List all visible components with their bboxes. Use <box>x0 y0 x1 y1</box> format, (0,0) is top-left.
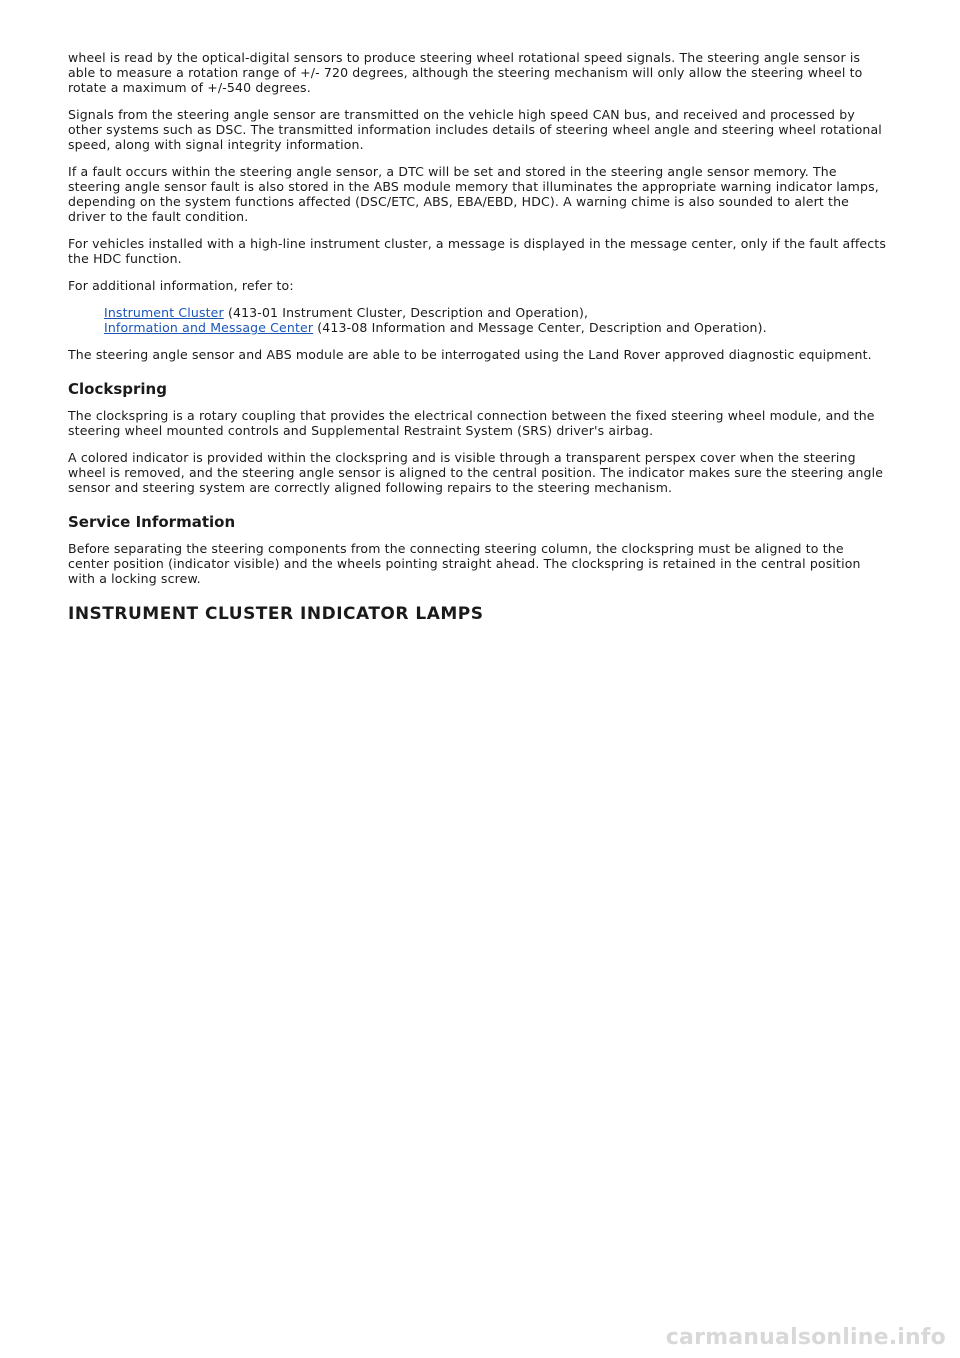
instrument-cluster-link[interactable]: Instrument Cluster <box>104 305 224 320</box>
reference-description: (413-01 Instrument Cluster, Description and Operation), <box>223 305 589 320</box>
watermark-logo: carmanualsonline.info <box>665 1325 946 1350</box>
paragraph-high-line-cluster: For vehicles installed with a high-line instrument cluster, a message is displayed in the message center, only if the fault affects the HDC function. <box>68 236 886 266</box>
paragraph-rotation-range: wheel is read by the optical-digital sensors to produce steering wheel rotational speed signals. The steering angle sensor is able to measure a rotation range of +/- 720 degrees, although the steering mechanism will only allow the steering wheel to rotate a maximum of +/-540 degrees. <box>68 50 863 95</box>
reference-description: (413-08 Information and Message Center, Description and Operation). <box>313 320 767 335</box>
clockspring-heading: Clockspring <box>68 380 167 398</box>
paragraph-diagnostics: The steering angle sensor and ABS module are able to be interrogated using the Land Rover approved diagnostic equipment. <box>68 347 872 362</box>
information-message-center-link[interactable]: Information and Message Center <box>104 320 314 335</box>
paragraph-can-signals: Signals from the steering angle sensor are transmitted on the vehicle high speed CAN bus, and received and processed by other systems such as DSC. The transmitted information includes details of steering wheel angle and steering wheel rotational speed, along with signal integrity information. <box>68 107 882 152</box>
reference-item <box>104 305 888 320</box>
paragraph-clockspring-indicator: A colored indicator is provided within the clockspring and is visible through a transparent perspex cover when the steering wheel is removed, and the steering angle sensor is aligned to the central position. The indicator makes sure the steering angle sensor and steering system are correctly aligned following repairs to the steering mechanism. <box>68 450 884 495</box>
reference-item <box>104 320 888 335</box>
paragraph-clockspring-coupling: The clockspring is a rotary coupling that provides the electrical connection between the fixed steering wheel module, and the steering wheel mounted controls and Supplemental Restraint System (SRS) driver's airbag. <box>68 408 875 438</box>
reference-list <box>104 305 888 335</box>
paragraph-fault-dtc: If a fault occurs within the steering angle sensor, a DTC will be set and stored in the steering angle sensor memory. The steering angle sensor fault is also stored in the ABS module memory that illuminates the appropriate warning indicator lamps, depending on the system functions affected (DSC/ETC, ABS, EBA/EBD, HDC). A warning chime is also sounded to alert the driver to the fault condition. <box>68 164 879 224</box>
service-information-heading: Service Information <box>68 513 236 531</box>
paragraph-refer-to: For additional information, refer to: <box>68 278 294 293</box>
section-heading: INSTRUMENT CLUSTER INDICATOR LAMPS <box>68 604 484 624</box>
document-page <box>68 50 888 624</box>
paragraph-service-information: Before separating the steering components from the connecting steering column, the clockspring must be aligned to the center position (indicator visible) and the wheels pointing straight ahead. The clockspring is retained in the central position with a locking screw. <box>68 541 861 586</box>
